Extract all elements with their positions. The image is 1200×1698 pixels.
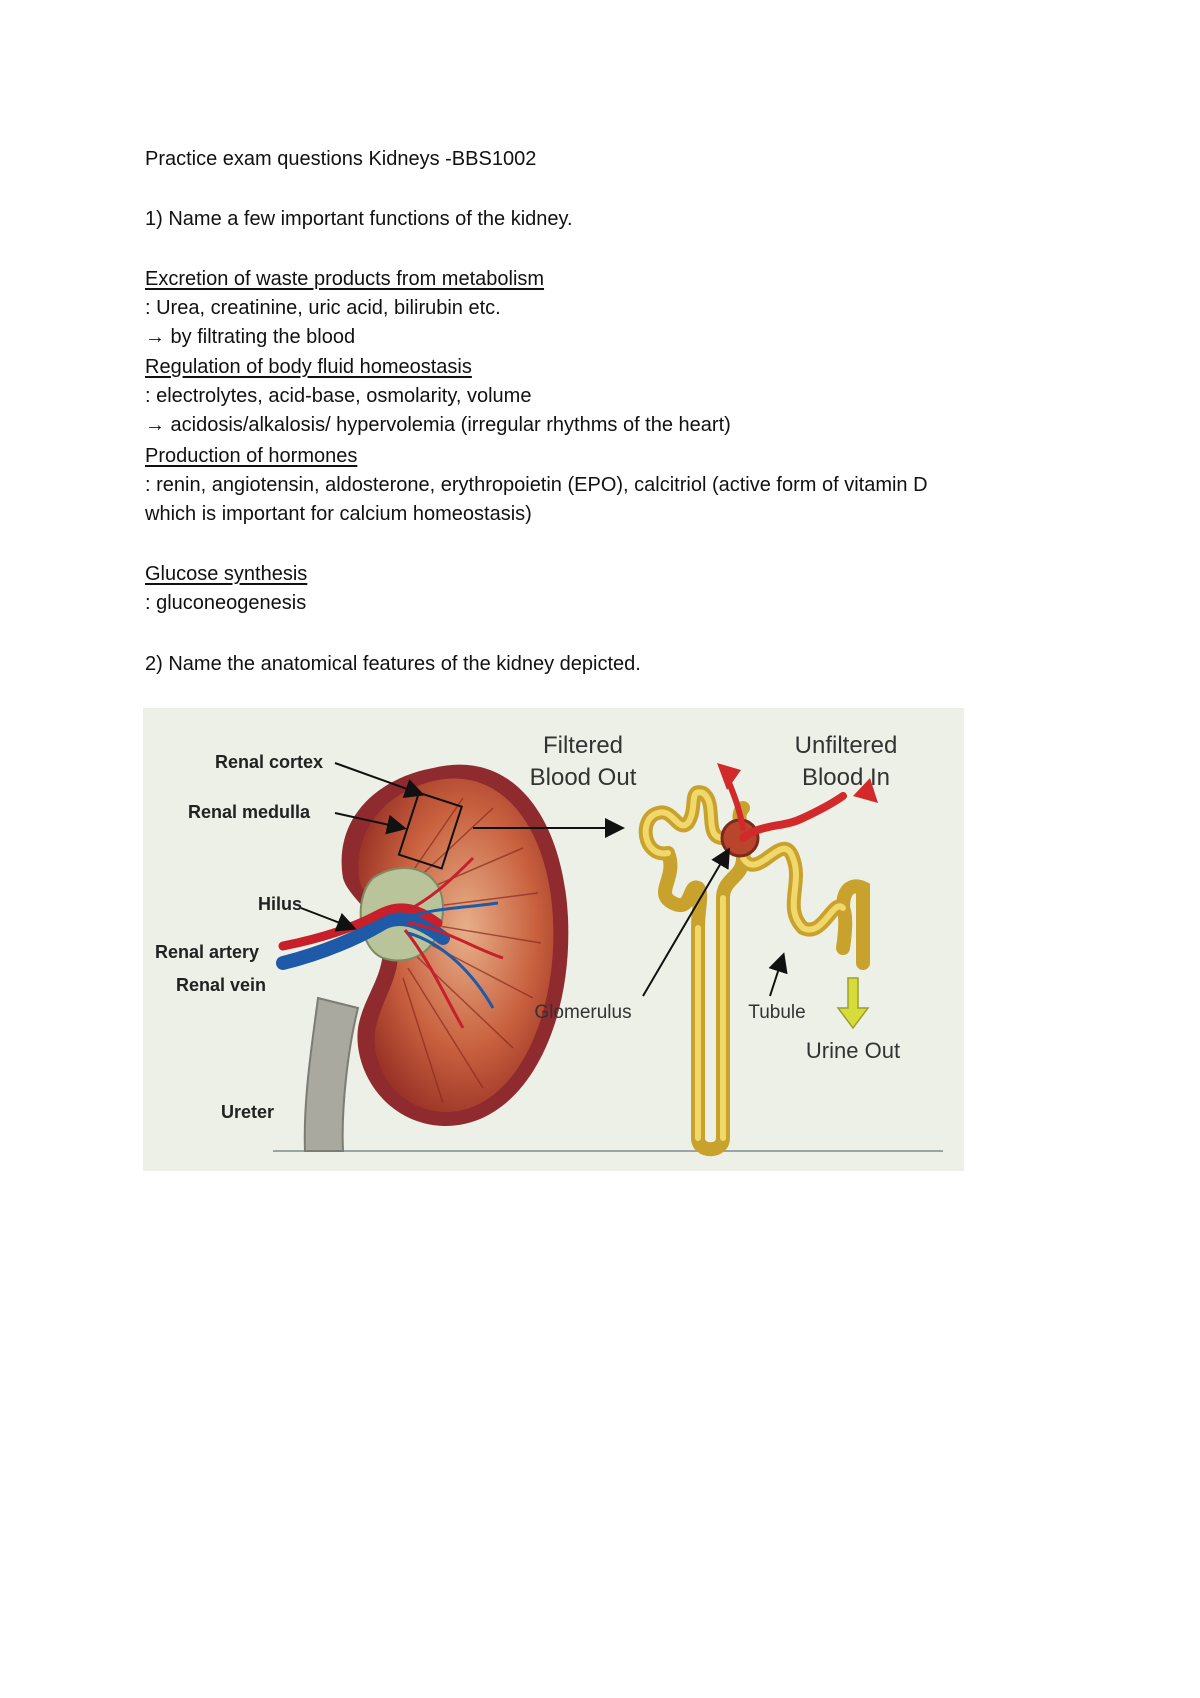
hormones-detail-line-1: : renin, angiotensin, aldosterone, erythropoietin (EPO), calcitriol (active form of vitamin D	[145, 474, 928, 496]
kidney-anatomy-figure	[143, 708, 964, 1171]
label-glomerulus: Glomerulus	[534, 1002, 632, 1023]
glucose-detail: : gluconeogenesis	[145, 592, 307, 614]
leader-tubule	[770, 956, 783, 996]
leader-glomerulus	[643, 851, 728, 996]
label-renal-vein: Renal vein	[176, 975, 267, 995]
glucose-heading: Glucose synthesis	[145, 563, 308, 585]
leader-hilus	[301, 908, 353, 928]
label-unfiltered-1: Unfiltered	[794, 732, 898, 759]
question-1: 1) Name a few important functions of the kidney.	[145, 208, 573, 230]
ureter-shape	[305, 998, 358, 1151]
label-filtered-1: Filtered	[542, 732, 624, 759]
label-unfiltered-2: Blood In	[801, 764, 891, 791]
kidney-diagram	[143, 708, 964, 1171]
excretion-detail: : Urea, creatinine, uric acid, bilirubin etc.	[145, 297, 501, 319]
excretion-heading: Excretion of waste products from metabolism	[145, 268, 545, 290]
label-renal-artery: Renal artery	[155, 942, 260, 962]
filtered-out-arrow	[717, 763, 741, 790]
question-2: 2) Name the anatomical features of the kidney depicted.	[145, 653, 641, 675]
regulation-note: → acidosis/alkalosis/ hypervolemia (irregular rhythms of the heart)	[145, 414, 731, 436]
hormones-heading: Production of hormones	[145, 445, 358, 467]
label-hilus: Hilus	[258, 894, 303, 914]
label-renal-cortex: Renal cortex	[215, 752, 324, 772]
label-tubule: Tubule	[748, 1002, 806, 1023]
regulation-heading: Regulation of body fluid homeostasis	[145, 356, 472, 378]
urine-out-arrow	[838, 978, 868, 1028]
document-title: Practice exam questions Kidneys -BBS1002	[145, 148, 537, 170]
afferent-vessel	[743, 796, 843, 838]
label-filtered-2: Blood Out	[529, 764, 637, 791]
excretion-note: → by filtrating the blood	[145, 326, 356, 348]
label-ureter: Ureter	[221, 1102, 275, 1122]
label-renal-medulla: Renal medulla	[188, 802, 311, 822]
regulation-detail: : electrolytes, acid-base, osmolarity, volume	[145, 385, 532, 407]
label-urine-out: Urine Out	[805, 1038, 901, 1063]
hormones-detail-line-2: which is important for calcium homeostasis)	[145, 503, 532, 525]
